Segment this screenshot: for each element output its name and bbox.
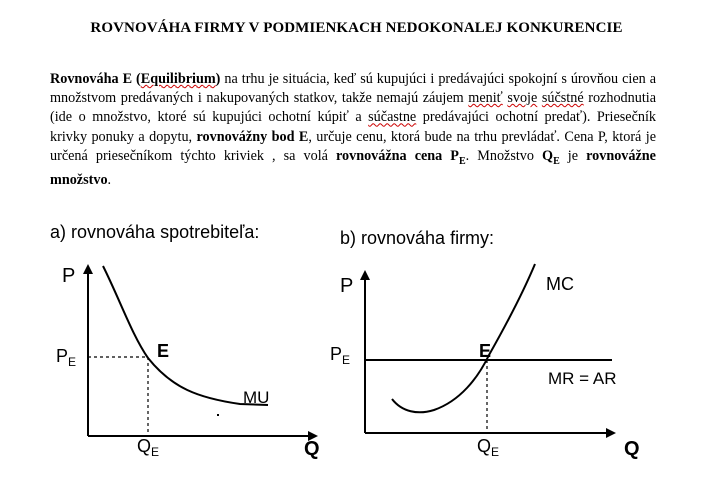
graph-b-point-e: E: [479, 341, 492, 361]
graph-b: [330, 264, 640, 460]
graph-a-label: a) rovnováha spotrebiteľa:: [50, 222, 260, 242]
graph-a-price-label: $P_E$: [56, 346, 77, 369]
bold-equilibrium-price: rovnovážna cena $P_E$: [335, 147, 466, 167]
graph-b-mc-label: MC: [546, 274, 574, 294]
graph-b-mr-ar-label: MR = AR: [548, 369, 617, 388]
graph-b-price-label: $P_E$: [330, 344, 351, 367]
graph-b-label: b) rovnováha firmy:: [340, 228, 495, 248]
graph-b-qty-label: $Q_E$: [477, 436, 500, 459]
graph-b-y-label: P: [340, 275, 354, 297]
graph-b-mc-curve: [392, 264, 535, 412]
graph-a-mu-label: MU: [243, 388, 270, 407]
bold-equilibrium-point: rovnovážny bod E: [196, 128, 309, 145]
term-equilibrium: Rovnováha E: [50, 71, 133, 87]
graph-a-point-e: E: [157, 341, 170, 361]
graph-a-y-label: P: [62, 265, 76, 287]
term-english: Equilibrium: [140, 71, 216, 87]
bold-qe: $Q_E$: [542, 147, 560, 167]
graph-b-x-label: Q: [624, 438, 640, 460]
graph-a-mu-curve: [103, 266, 268, 405]
definition-paragraph: Rovnováha E (Equilibrium) na trhu je situácia, keď sú kupujúci i predávajúci spokojní s úrovňou cien a množstvom predávaných i nakupovaných statkov, takže nemajú záujem meniť svoje súčstné rozhodnutia (ide o množstvo, ktoré sú kupujúci ochotní kúpiť a súčastne predávajúci ochotní predať). Priesečník krivky ponuky a dopytu, rovnovážny bod E, určuje cenu, ktorá bude na trhu prevládať. Cena P, ktorá je určená priesečníkom týchto kriviek , sa volá rovnovážna cena $P_E$. Množstvo $Q_E$ je rovnovážne množstvo.: [50, 71, 657, 188]
graph-a-stray-mark: [217, 414, 219, 416]
graph-a-qty-label: $Q_E$: [137, 436, 160, 459]
graph-a: [56, 265, 320, 460]
graph-a-x-label: Q: [304, 438, 320, 460]
page-title: ROVNOVÁHA FIRMY V PODMIENKACH NEDOKONALEJ KONKURENCIE: [90, 20, 623, 36]
bold-equilibrium-quantity: rovnovážne množstvo: [50, 147, 656, 188]
